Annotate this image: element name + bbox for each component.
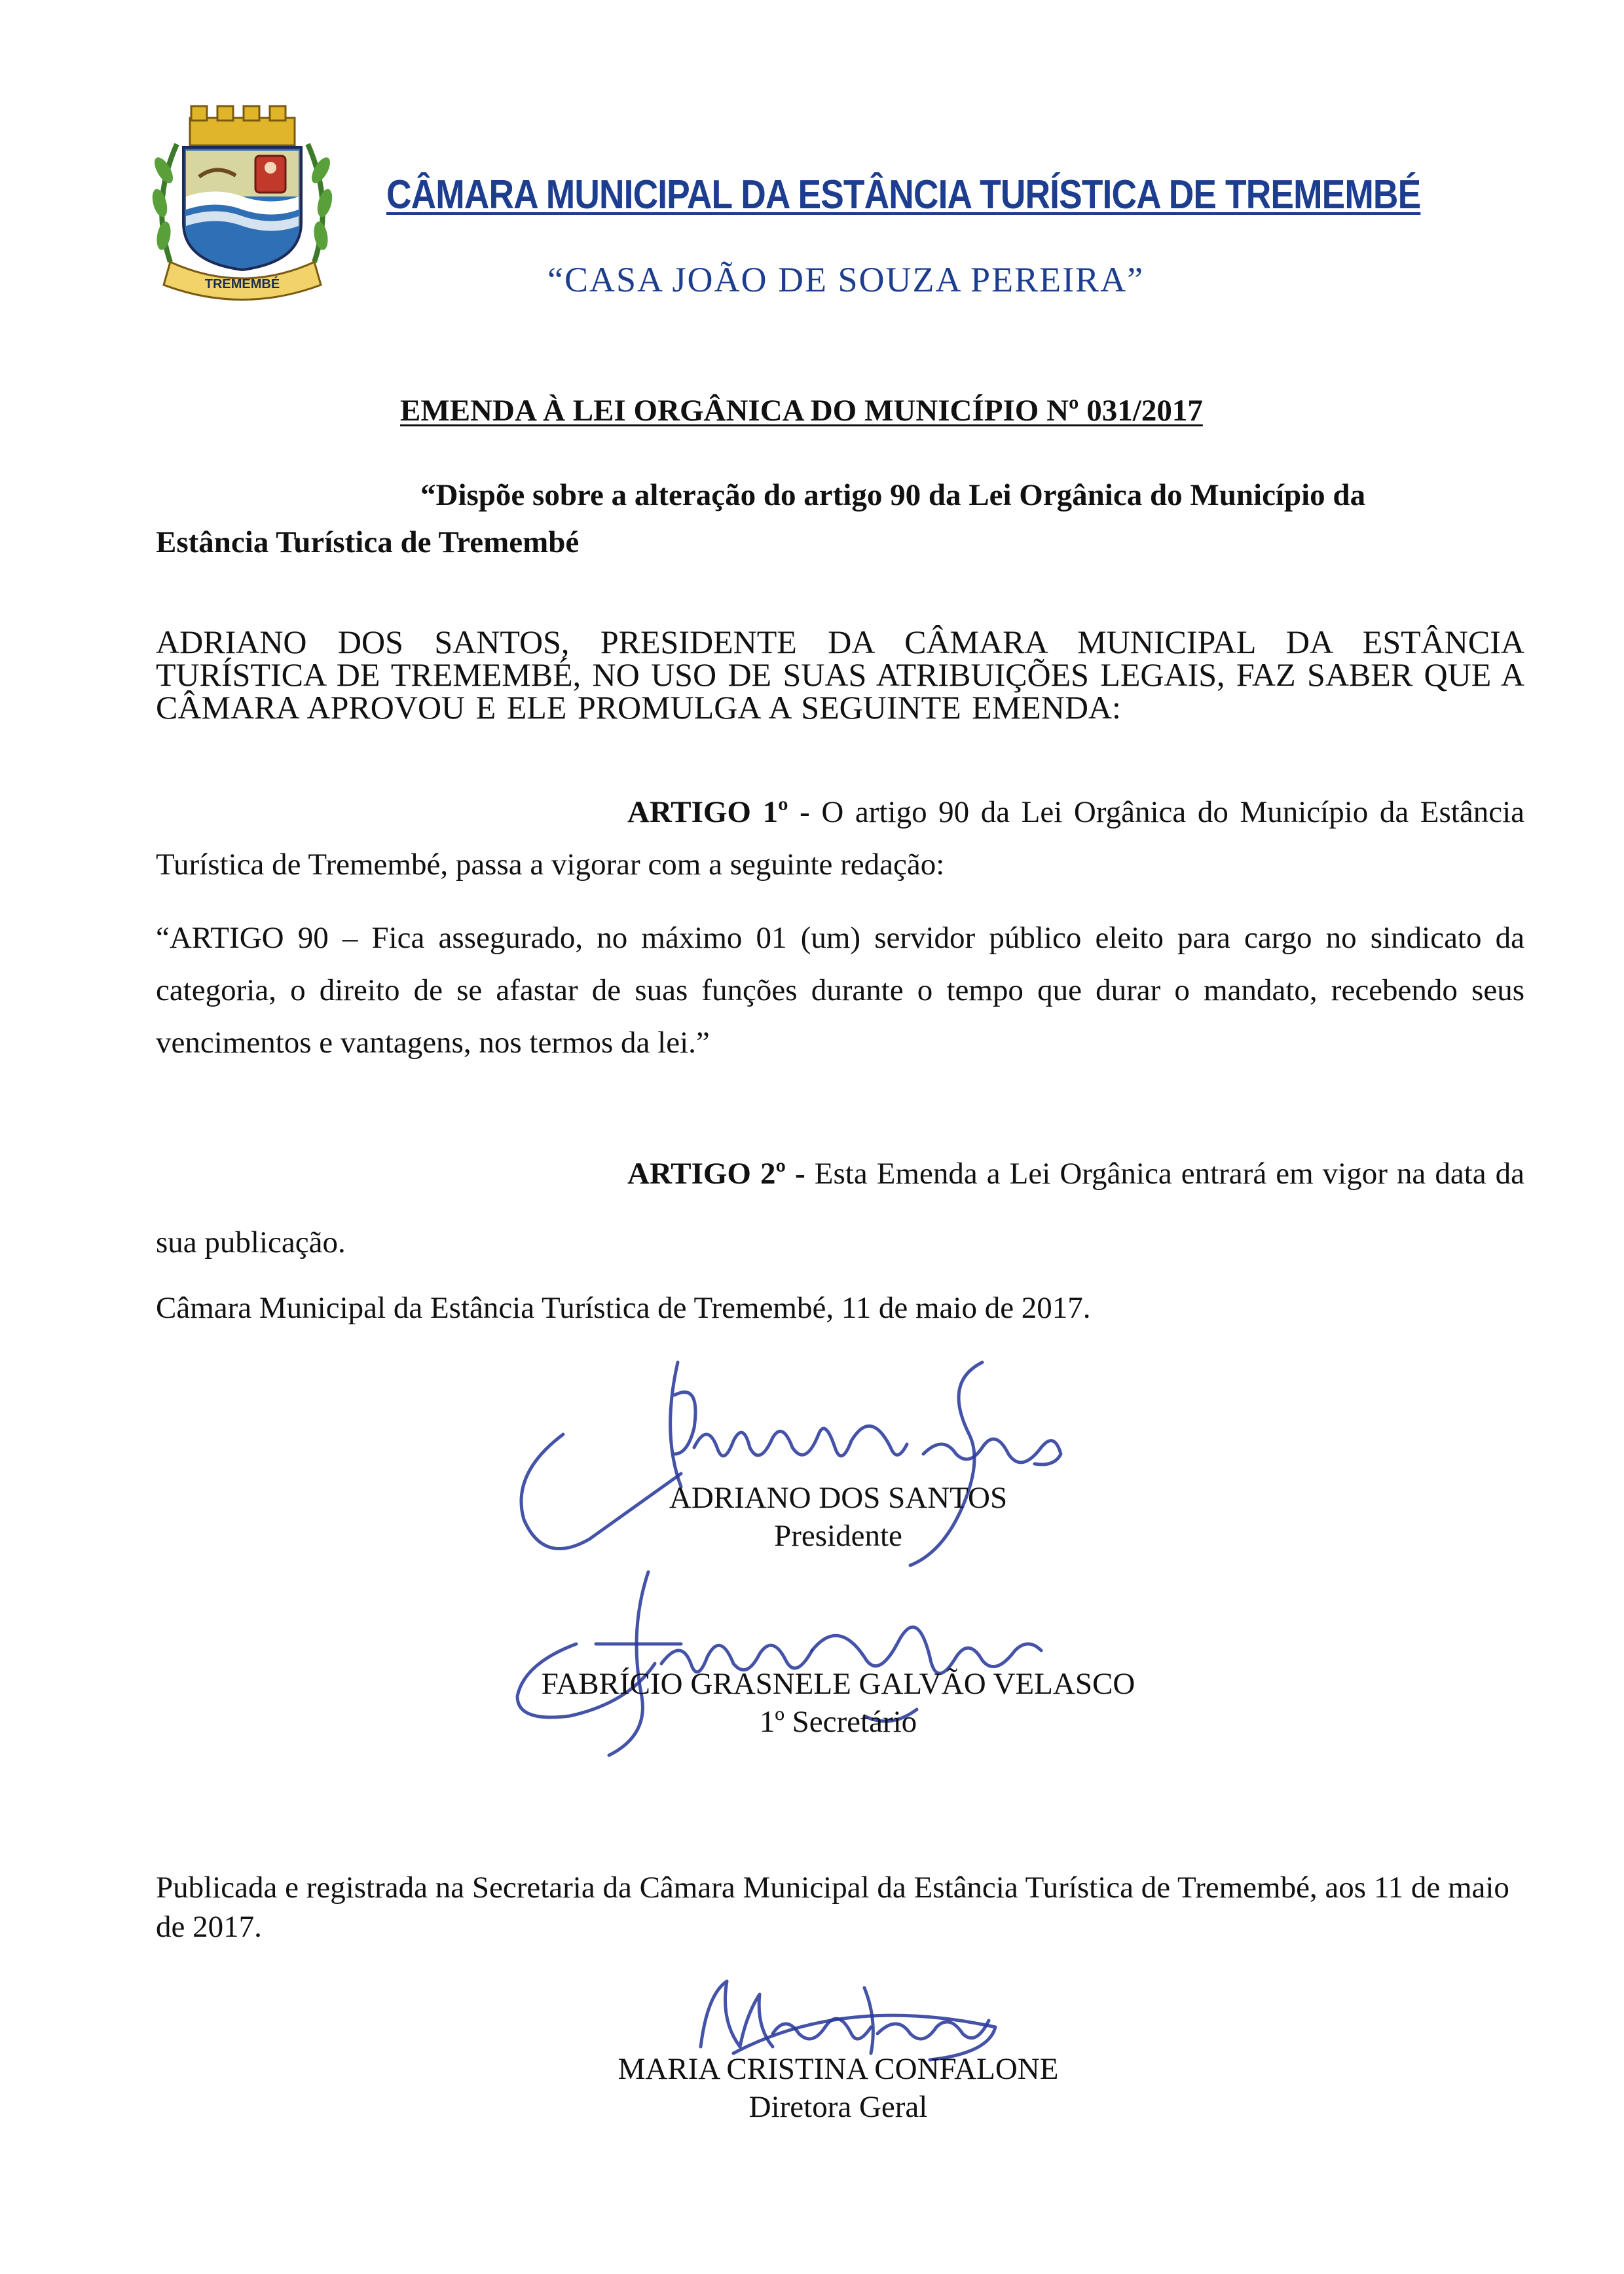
signatory-director [563,2050,1113,2126]
signatory-secretary-role: 1º Secretário [759,1705,917,1739]
signatory-president-name: ADRIANO DOS SANTOS [669,1481,1008,1515]
house-name: “CASA JOÃO DE SOUZA PEREIRA” [547,260,1145,299]
signatory-secretary-name: FABRÍCIO GRASNELE GALVÃO VELASCO [541,1667,1135,1701]
article-1 [156,786,1524,891]
municipal-coat-of-arms-icon [144,98,341,301]
article-2-text: Esta Emenda a Lei Orgânica entrará em vigor na data da sua publicação. [156,1157,1524,1259]
signatory-president [655,1479,1022,1555]
crest-ribbon-text: TREMEMBÉ [204,277,280,291]
signatory-director-name: MARIA CRISTINA CONFALONE [618,2052,1059,2086]
article-2-label: ARTIGO 2º - [627,1157,805,1191]
signatory-secretary [498,1665,1179,1741]
article-1-label: ARTIGO 1º - [627,795,810,829]
article-1-text: O artigo 90 da Lei Orgânica do Município da Estância Turística de Tremembé, passa a vigorar com a seguinte redação: [156,795,1524,882]
signatory-director-role: Diretora Geral [748,2090,928,2124]
article-2 [156,1140,1524,1277]
publication-note: Publicada e registrada na Secretaria da Câmara Municipal da Estância Turística de Tremembé, aos 11 de maio de 2017. [156,1871,1509,1944]
chamber-title: CÂMARA MUNICIPAL DA ESTÂNCIA TURÍSTICA DE TREMEMBÉ [386,172,1421,217]
place-and-date: Câmara Municipal da Estância Turística de Tremembé, 11 de maio de 2017. [156,1291,1091,1325]
document-title: EMENDA À LEI ORGÂNICA DO MUNICÍPIO Nº 031/2017 [400,394,1203,428]
preamble-paragraph: ADRIANO DOS SANTOS, PRESIDENTE DA CÂMARA MUNICIPAL DA ESTÂNCIA TURÍSTICA DE TREMEMBÉ, NO USO DE SUAS ATRIBUIÇÕES LEGAIS, FAZ SABER QUE A CÂMARA APROVOU E ELE PROMULGA A SEGUINTE EMENDA: [156,624,1524,726]
signatory-president-role: Presidente [774,1519,902,1553]
document-ementa: “Dispõe sobre a alteração do artigo 90 da Lei Orgânica do Município da Estância Turística de Tremembé [156,478,1366,559]
article-90-quote: “ARTIGO 90 – Fica assegurado, no máximo 01 (um) servidor público eleito para cargo no sindicato da categoria, o direito de se afastar de suas funções durante o tempo que durar o mandato, recebendo seus vencimentos e vantagens, nos termos da lei.” [156,921,1524,1060]
